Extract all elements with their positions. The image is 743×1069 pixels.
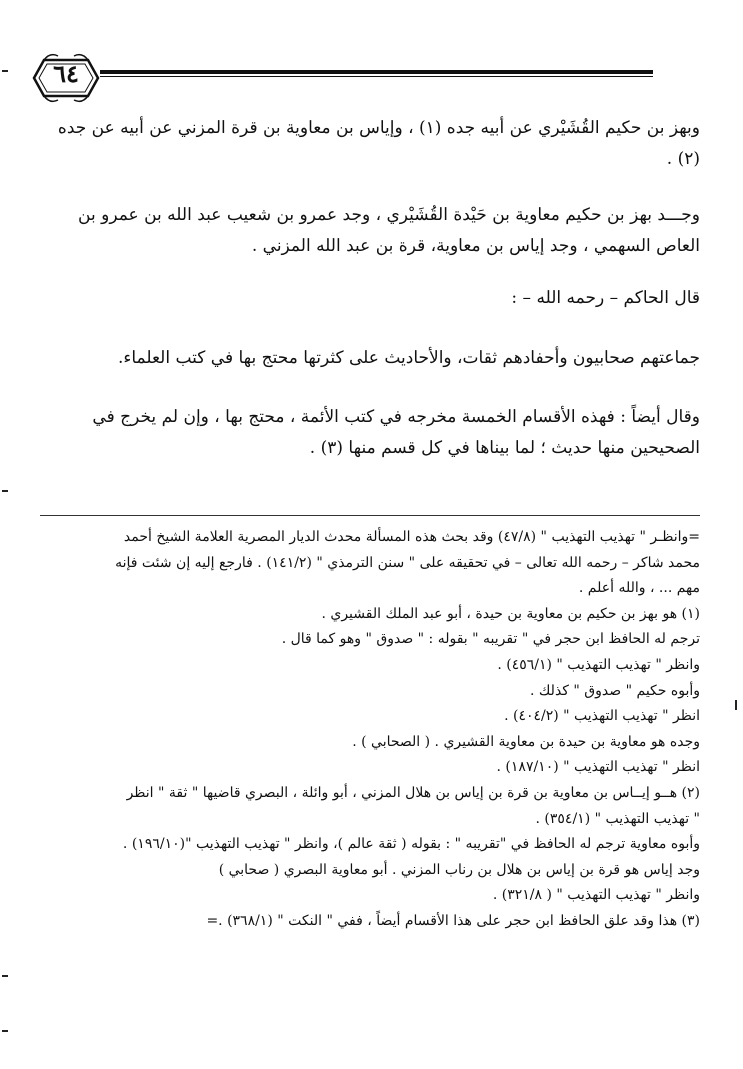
footnote-line: وأبوه معاوية ترجم له الحافظ في "تقريبه " : بقوله ( ثقة عالم )، وانظر " تهذيب التهذيب "(١٩٦/١٠) . [122, 836, 700, 853]
scan-margin-mark [735, 700, 737, 710]
paragraph-3-block [40, 283, 700, 314]
footnote-line: (١) هو بهز بن حكيم بن معاوية بن حيدة ، أبو عبد الملك القشيري . [321, 605, 700, 622]
footnote-line: وجد إياس هو قرة بن إياس بن هلال بن رناب المزني . أبو معاوية البصري ( صحابي ) [218, 861, 700, 878]
footnote-line: =وانظـر " تهذيب التهذيب " (٤٧/٨) وقد بحث هذه المسألة محدث الديار المصرية العلامة الشيخ أحمد [123, 529, 700, 545]
footnote-line: وأبوه حكيم " صدوق " كذلك . [529, 682, 700, 699]
page-number-ornament [30, 50, 102, 106]
paragraph-2-block [40, 200, 700, 262]
scan-margin-mark [2, 975, 8, 977]
paragraph-4: جماعتهم صحابيون وأحفادهم ثقات، والأحاديث على كثرتها محتج بها في كتب العلماء. [117, 348, 700, 368]
footnote-line: (٣) هذا وقد علق الحافظ ابن حجر على هذا الأقسام أيضاً ، ففي " النكت " (٣٦٨/١) .= [206, 912, 700, 929]
footnote-line: ترجم له الحافظ ابن حجر في " تقريبه " بقوله : " صدوق " وهو كما قال . [281, 631, 700, 648]
paragraph-5: وقال أيضاً : فهذه الأقسام الخمسة مخرجه في كتب الأئمة ، محتج بها ، وإن لم يخرج في الصحيحين منها حديث ؛ لما بيناها في كل قسم منها (٣) . [92, 407, 700, 458]
scan-margin-mark [2, 490, 8, 492]
footnote-line: محمد شاكر – رحمه الله تعالى – في تحقيقه على " سنن الترمذي " (١٤١/٢) . فارجع إليه إن شئت فإنه [115, 554, 700, 571]
footnotes [40, 525, 700, 935]
footnote-line: انظر " تهذيب التهذيب " (١٨٧/١٠) . [496, 759, 700, 776]
page-number: ٦٤ [53, 59, 79, 88]
paragraph-5-block [40, 402, 700, 464]
footnote-line: (٢) هــو إيــاس بن معاوية بن قرة بن إياس بن هلال المزني ، أبو وائلة ، البصري قاضيها " ثقة " انظر [126, 784, 700, 801]
footnote-line: مهم ... ، والله أعلم . [578, 580, 700, 597]
paragraph-1-block [40, 113, 700, 175]
footnote-separator [40, 515, 700, 516]
scan-margin-mark [2, 70, 8, 72]
paragraph-2: وجـــد بهز بن حكيم معاوية بن حَيْدة القُشَيْري ، وجد عمرو بن شعيب عبد الله بن عمرو بن العاص السهمي ، وجد إياس بن معاوية، قرة بن عبد الله المزني . [78, 205, 700, 256]
paragraph-1: وبهز بن حكيم القُشَيْري عن أبيه جده (١) ، وإياس بن معاوية بن قرة المزني عن أبيه عن جده (٢) . [57, 118, 700, 169]
paragraph-3: قال الحاكم – رحمه الله – : [511, 288, 700, 308]
footnote-line: وجده هو معاوية بن حيدة بن معاوية القشيري . ( الصحابي ) . [352, 733, 700, 750]
paragraph-4-block [40, 343, 700, 374]
header-rule [100, 70, 653, 78]
scan-margin-mark [2, 1030, 8, 1032]
footnote-line: " تهذيب التهذيب " (٣٥٤/١) . [535, 810, 700, 827]
footnote-line: وانظر " تهذيب التهذيب " ( ٣٢١/٨) . [492, 887, 700, 904]
footnote-line: وانظر " تهذيب التهذيب " (٤٥٦/١) . [497, 656, 700, 673]
footnote-line: انظر " تهذيب التهذيب " (٤٠٤/٢) . [504, 708, 700, 725]
